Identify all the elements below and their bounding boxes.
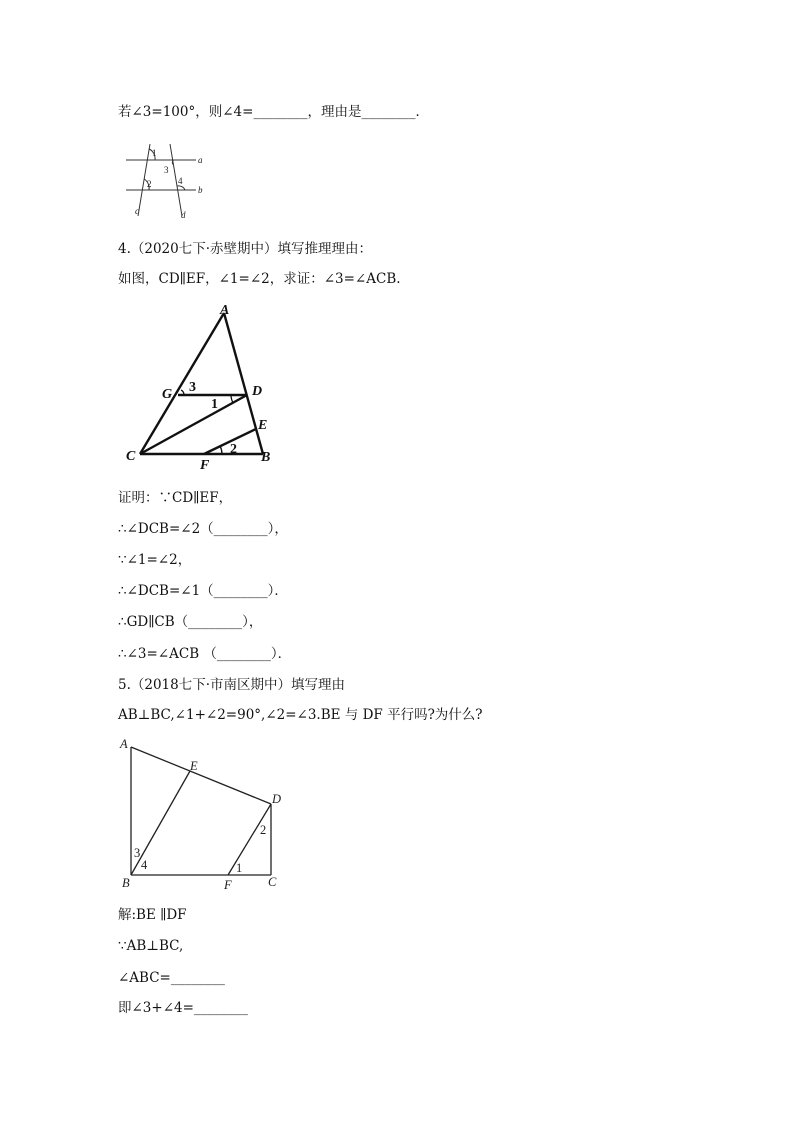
- angle-4-arc: [177, 186, 185, 190]
- q4-label-F: F: [200, 458, 210, 473]
- q4-title: 4.（2020七下·赤壁期中）填写推理理由：: [118, 241, 373, 257]
- q3-label-4: 4: [178, 176, 183, 186]
- q4-label-3: 3: [189, 380, 196, 395]
- q5-label-A: A: [120, 737, 128, 751]
- q5-label-F: F: [224, 878, 232, 892]
- q5-label-B: B: [122, 876, 130, 890]
- q3-figure: [118, 140, 218, 222]
- q4-label-2: 2: [230, 442, 237, 457]
- q3-label-b: b: [198, 185, 203, 195]
- q3-label-c: c: [135, 206, 139, 216]
- q5-solution-line-1: 解:BE ∥DF: [118, 907, 187, 923]
- q5-label-4: 4: [141, 858, 148, 872]
- q5-solution-line-2: ∵AB⊥BC,: [118, 938, 184, 954]
- q5-solution-line-3: ∠ABC=________: [118, 970, 225, 986]
- q5-title: 5.（2018七下·市南区期中）填写理由: [118, 677, 346, 693]
- q4-label-C: C: [126, 449, 136, 464]
- q5-label-1: 1: [236, 861, 243, 875]
- q3-label-a: a: [198, 155, 203, 165]
- q5-label-D: D: [272, 792, 282, 806]
- q4-label-G: G: [162, 387, 173, 402]
- q4-statement: 如图，CD∥EF，∠1=∠2，求证：∠3=∠ACB.: [118, 271, 401, 287]
- q4-label-D: D: [252, 384, 263, 399]
- segment-AC: [140, 313, 224, 454]
- q4-proof-line-1: 证明：∵CD∥EF，: [118, 490, 233, 506]
- q4-label-B: B: [261, 450, 271, 465]
- q4-proof-line-6: ∴∠3=∠ACB （________）．: [118, 646, 292, 662]
- segment-FD: [228, 804, 271, 875]
- segment-AD: [131, 747, 271, 804]
- q5-quadrilateral-figure: [118, 732, 290, 892]
- q3-label-2: 2: [147, 179, 152, 189]
- q3-label-1: 1: [152, 148, 157, 158]
- q4-proof-line-4: ∴∠DCB=∠1（________）．: [118, 583, 288, 599]
- q4-proof-line-3: ∵∠1=∠2，: [118, 552, 192, 568]
- q3-label-d: d: [181, 210, 186, 220]
- q4-label-1: 1: [211, 397, 218, 412]
- q5-label-2: 2: [260, 823, 267, 837]
- q4-label-E: E: [258, 418, 268, 433]
- q5-statement: AB⊥BC,∠1+∠2=90°,∠2=∠3.BE 与 DF 平行吗?为什么?: [118, 707, 483, 723]
- q4-label-A: A: [220, 303, 230, 318]
- q5-solution-line-4: 即∠3+∠4=________: [118, 1000, 248, 1016]
- q4-proof-line-2: ∴∠DCB=∠2（________），: [118, 521, 288, 537]
- q4-proof-line-5: ∴GD∥CB（________），: [118, 614, 263, 630]
- q4-triangle-figure: [118, 298, 288, 476]
- q3-question-text: 若∠3=100°，则∠4=________，理由是________．: [118, 104, 429, 120]
- q3-label-3: 3: [164, 165, 169, 175]
- q5-label-E: E: [190, 759, 198, 773]
- q5-label-C: C: [268, 875, 277, 889]
- q5-label-3: 3: [134, 846, 141, 860]
